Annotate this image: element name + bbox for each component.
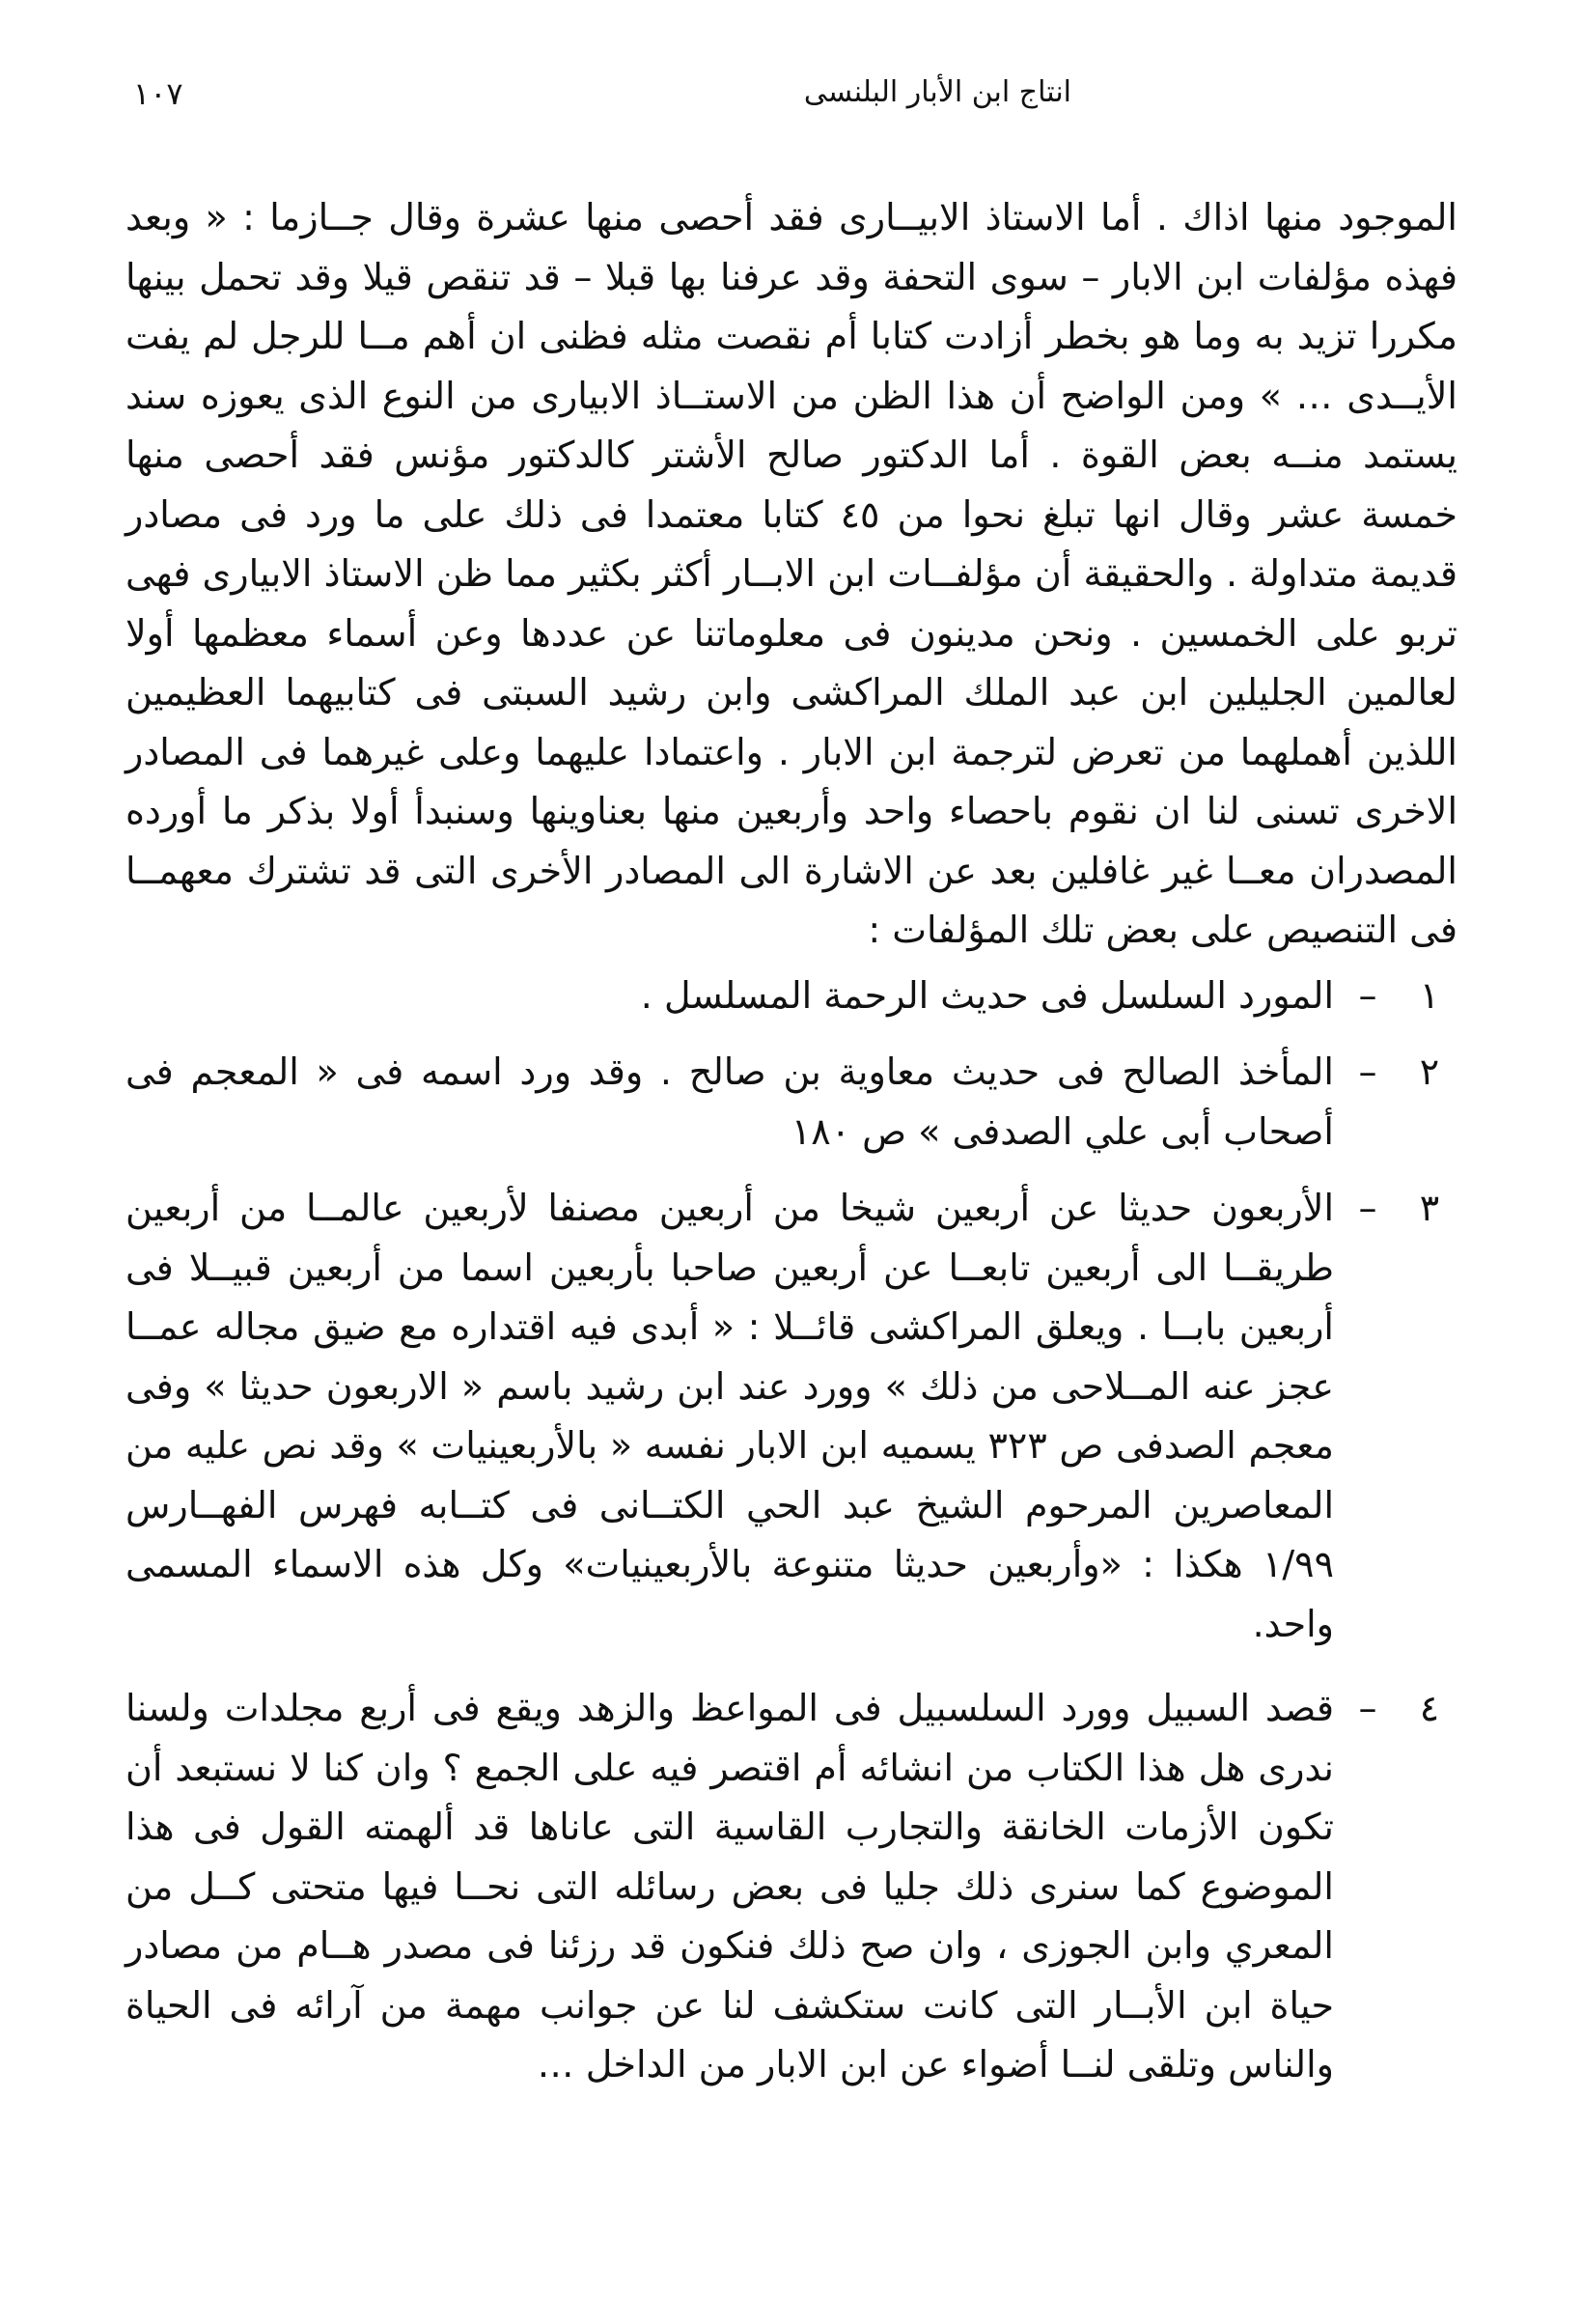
list-item [125, 1679, 1457, 2095]
list-item-number: ٢ [1419, 1050, 1440, 1093]
list-item-dash: – [1358, 1050, 1377, 1093]
list-item-text: الأربعون حديثا عن أربعين شيخا من أربعين مصنفا لأربعين عالمــا من أربعين طريقــا الى أربعين تابعــا عن أربعين صاحبا بأربعين اسما من أربعين قبيــلا فى أربعين بابــا . ويعلق المراكشى قائــلا : « أبدى فيه اقتداره مع ضيق مجاله عمــا عجز عنه المــلاحى من ذلك » وورد عند ابن رشيد باسم « الاربعون حديثا » وفى معجم الصدفى ص ٣٢٣ يسميه ابن الابار نفسه « بالأربعينيات » وقد نص عليه من المعاصرين المرحوم الشيخ عبد الحي الكتــانى فى كتــابه فهرس الفهــارس ١/٩٩ هكذا : «وأربعين حديثا متنوعة بالأربعينيات» وكل هذه الاسماء المسمى واحد. [125, 1187, 1334, 1645]
list-item-number: ١ [1419, 973, 1440, 1017]
list-item-dash: – [1358, 973, 1377, 1017]
list-item-number: ٤ [1419, 1687, 1440, 1729]
intro-paragraph-text: الموجود منها اذاك . أما الاستاذ الابيــارى فقد أحصى منها عشرة وقال جــازما : « وبعد فهذه مؤلفات ابن الابار – سوى التحفة وقد عرفنا بها قبلا – قد تنقص قيلا وقد تحمل بينها مكررا تزيد به وما هو بخطر أزادت كتابا أم نقصت مثله فظنى ان أهم مــا للرجل لم يفت الأيــدى … » ومن الواضح أن هذا الظن من الاستــاذ الابيارى من النوع الذى يعوزه سند يستمد منــه بعض القوة . أما الدكتور صالح الأشتر كالدكتور مؤنس فقد أحصى منها خمسة عشر وقال انها تبلغ نحوا من ٤٥ كتابا معتمدا فى ذلك على ما ورد فى مصادر قديمة متداولة . والحقيقة أن مؤلفــات ابن الابــار أكثر بكثير مما ظن الاستاذ الابيارى فهى تربو على الخمسين . ونحن مدينون فى معلوماتنا عن عددها وعن أسماء معظمها أولا لعالمين الجليلين ابن عبد الملك المراكشى وابن رشيد السبتى فى كتابيهما العظيمين اللذين أهملهما من تعرض لترجمة ابن الابار . واعتمادا عليهما وعلى غيرهما فى المصادر الاخرى تسنى لنا ان نقوم باحصاء واحد وأربعين منها بعناوينها وسنبدأ أولا بذكر ما أورده المصدران معــا غير غافلين بعد عن الاشارة الى المصادر الأخرى التى قد تشترك معهمــا فى التنصيص على بعض تلك المؤلفات : [125, 196, 1457, 951]
list-item-text: المورد السلسل فى حديث الرحمة المسلسل . [640, 973, 1334, 1017]
running-header [116, 75, 1457, 133]
header-title: انتاج ابن الأبار البلنسى [803, 75, 1071, 109]
list-item-dash: – [1358, 1687, 1377, 1729]
page-number: ١٠٧ [133, 75, 183, 112]
list-item-text: قصد السبيل وورد السلسبيل فى المواعظ والزهد ويقع فى أربع مجلدات ولسنا ندرى هل هذا الكتاب من انشائه أم اقتصر فيه على الجمع ؟ وان كنا لا نستبعد أن تكون الأزمات الخانقة والتجارب القاسية التى عاناها قد ألهمته القول فى هذا الموضوع كما سنرى ذلك جليا فى بعض رسائله التى نحــا فيها متحتى كــل من المعري وابن الجوزى ، وان صح ذلك فنكون قد رزئنا فى مصدر هــام من مصادر حياة ابن الأبــار التى كانت ستكشف لنا عن جوانب مهمة من آرائه فى الحياة والناس وتلقى لنــا أضواء عن ابن الابار من الداخل … [125, 1687, 1334, 2086]
list-item-text: المأخذ الصالح فى حديث معاوية بن صالح . وقد ورد اسمه فى « المعجم فى أصحاب أبى علي الصدفى » ص ١٨٠ [125, 1050, 1334, 1153]
intro-paragraph [125, 188, 1457, 961]
list-item [125, 1043, 1457, 1162]
page-body [125, 188, 1457, 2095]
list-item-dash: – [1358, 1187, 1377, 1229]
list-item-number: ٣ [1419, 1187, 1440, 1229]
list-item [125, 966, 1457, 1026]
list-item [125, 1179, 1457, 1654]
